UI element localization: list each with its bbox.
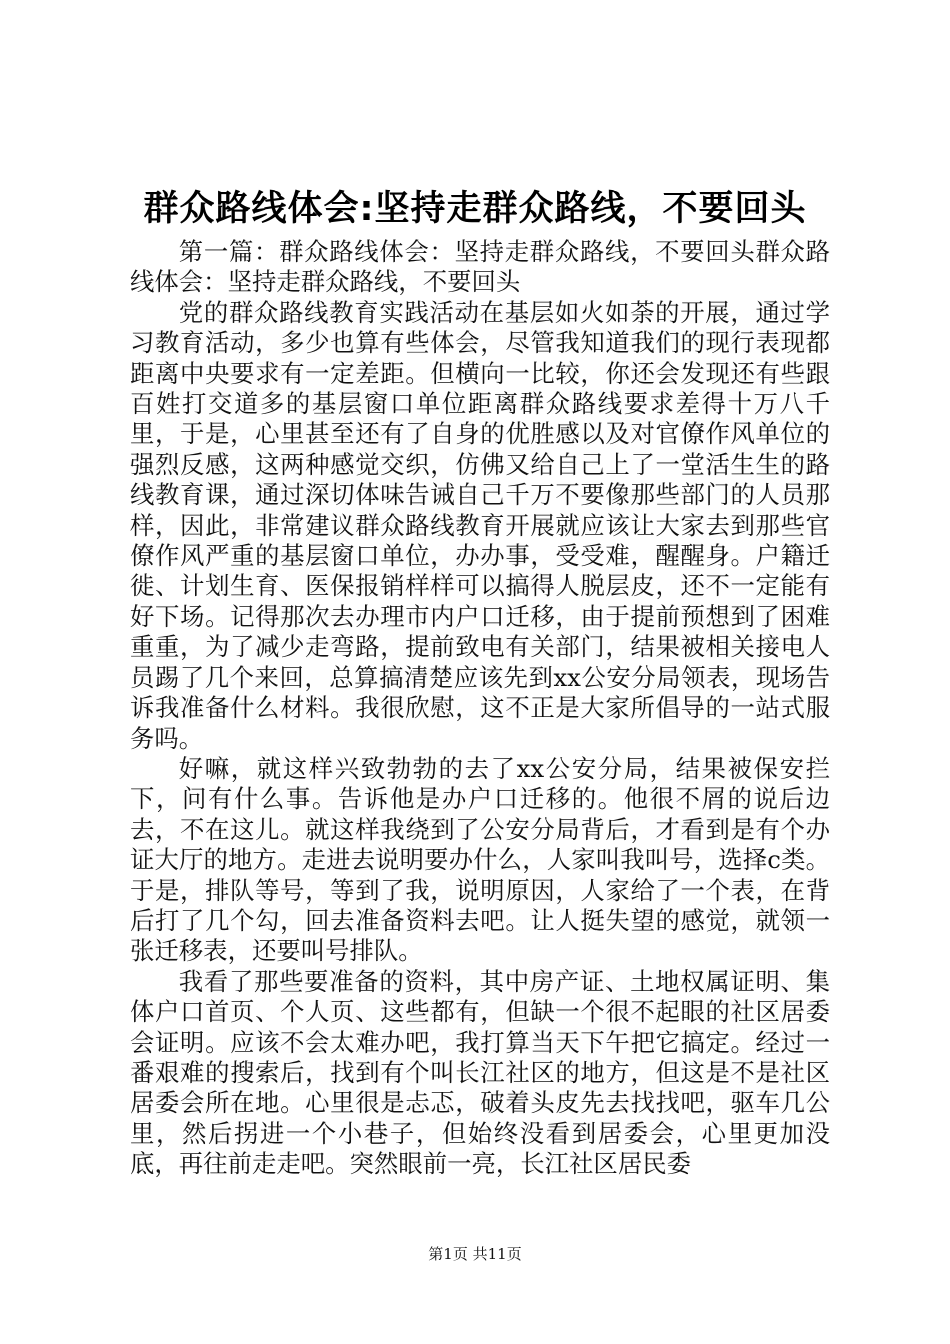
document-body <box>130 237 830 1180</box>
paragraph-2: 党的群众路线教育实践活动在基层如火如荼的开展，通过学习教育活动，多少也算有些体会，尽管我知道我们的现行表现都距离中央要求有一定差距。但横向一比较，你还会发现还有些跟百姓打交道多的基层窗口单位距离群众路线要求差得十万八千里，于是，心里甚至还有了自身的优胜感以及对官僚作风单位的强烈反感，这两种感觉交织，仿佛又给自己上了一堂活生生的路线教育课，通过深切体味告诫自己千万不要像那些部门的人员那样，因此，非常建议群众路线教育开展就应该让大家去到那些官僚作风严重的基层窗口单位，办办事，受受难，醒醒身。户籍迁徙、计划生育、医保报销样样可以搞得人脱层皮，还不一定能有好下场。记得那次去办理市内户口迁移，由于提前预想到了困难重重，为了减少走弯路，提前致电有关部门，结果被相关接电人员踢了几个来回，总算搞清楚应该先到xx公安分局领表，现场告诉我准备什么材料。我很欣慰，这不正是大家所倡导的一站式服务吗。 <box>130 297 830 753</box>
document-title: 群众路线体会:坚持走群众路线，不要回头 <box>143 189 807 229</box>
paragraph-4: 我看了那些要准备的资料，其中房产证、土地权属证明、集体户口首页、个人页、这些都有，但缺一个很不起眼的社区居委会证明。应该不会太难办吧，我打算当天下午把它搞定。经过一番艰难的搜索后，找到有个叫长江社区的地方，但这是不是社区居委会所在地。心里很是忐忑，破着头皮先去找找吧，驱车几公里，然后拐进一个小巷子，但始终没看到居委会，心里更加没底，再往前走走吧。突然眼前一亮，长江社区居民委 <box>130 966 830 1179</box>
paragraph-3: 好嘛，就这样兴致勃勃的去了xx公安分局，结果被保安拦下，问有什么事。告诉他是办户口迁移的。他很不屑的说后边去，不在这儿。就这样我绕到了公安分局背后，才看到是有个办证大厅的地方。走进去说明要办什么，人家叫我叫号，选择c类。于是，排队等号，等到了我，说明原因，人家给了一个表，在背后打了几个勾，回去准备资料去吧。让人挺失望的感觉，就领一张迁移表，还要叫号排队。 <box>130 753 830 966</box>
paragraph-1: 第一篇：群众路线体会：坚持走群众路线，不要回头群众路线体会：坚持走群众路线，不要回头 <box>130 237 830 297</box>
page-footer: 第1页 共11页 <box>428 1245 522 1263</box>
